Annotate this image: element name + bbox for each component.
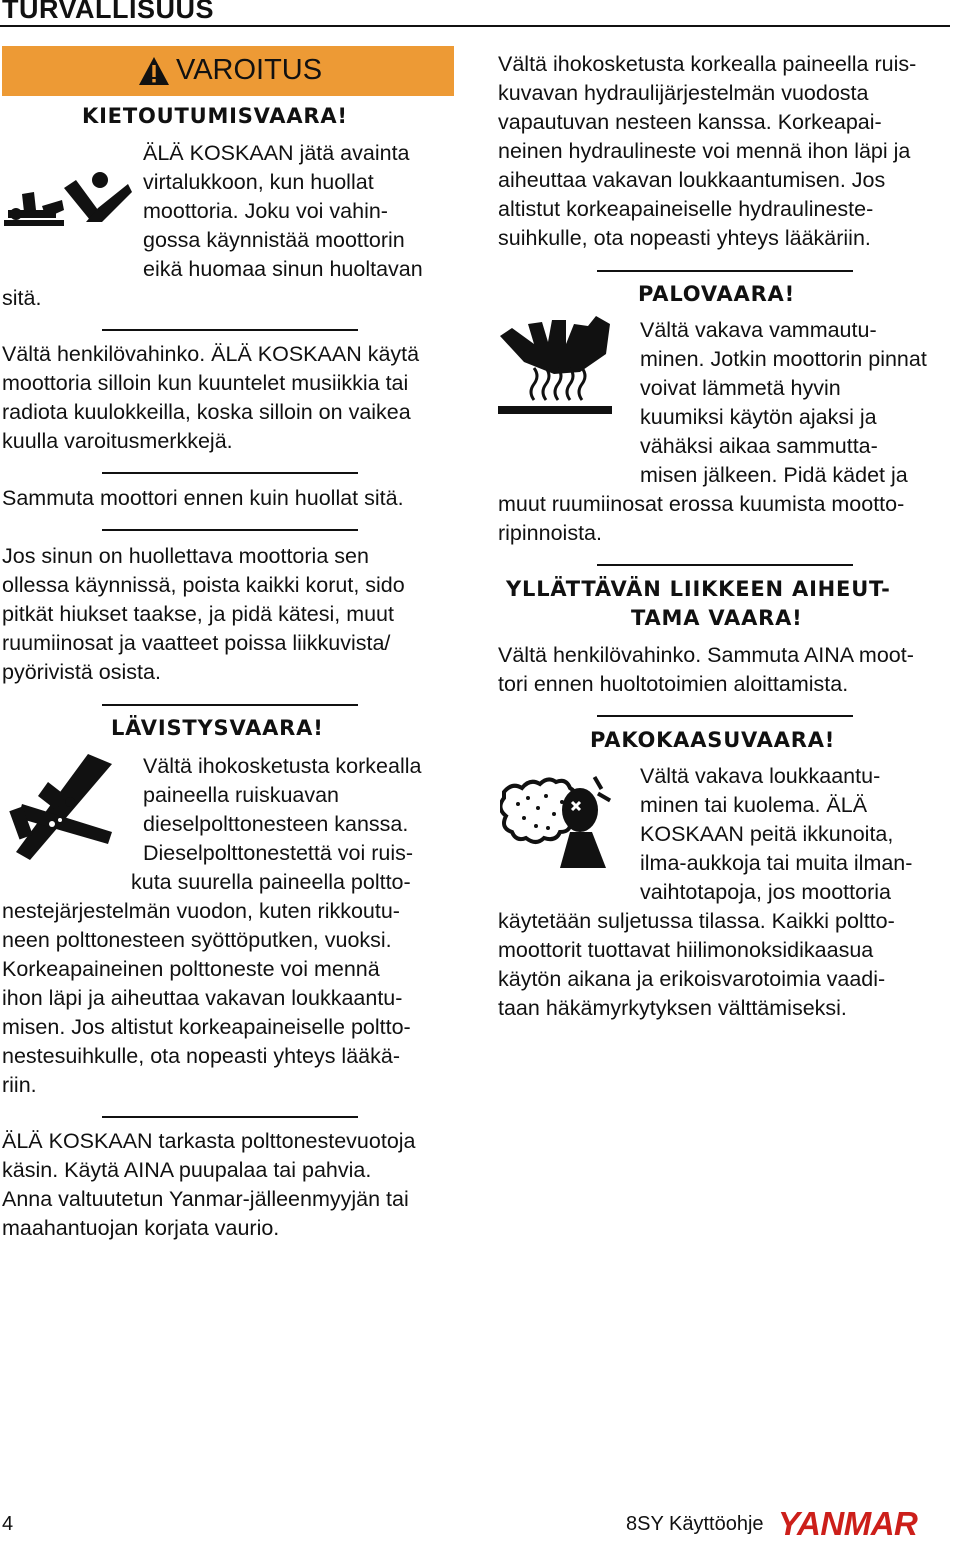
text-line: käsin. Käytä AINA puupalaa tai pahvia. [2,1158,372,1182]
section-divider [597,564,853,566]
shutdown-text: Sammuta moottori ennen kuin huollat sitä. [2,486,404,510]
page-title: TURVALLISUUS [2,0,215,24]
text-line: minen. Jotkin moottorin pinnat [640,347,927,371]
text-line: tori ennen huoltotoimien aloittamista. [498,672,849,696]
entanglement-heading: KIETOUTUMISVAARA! [82,104,348,128]
toxic-gas-icon [500,768,626,868]
text-line: muut ruumiinosat erossa kuumista mootto- [498,492,905,516]
text-line: vähäksi aikaa sammutta- [640,434,878,458]
text-line: pyörivistä osista. [2,660,161,684]
text-line: misen. Jos altistut korkeapaineiselle poltto- [2,1015,411,1039]
text-line: ruumiinosat ja vaatteet poissa liikkuvista/ [2,631,391,655]
text-line: aiheuttaa vakavan loukkaantumisen. Jos [498,168,886,192]
text-line: moottorit tuottavat hiilimonoksidikaasua [498,938,874,962]
text-line: Jos sinun on huollettava moottoria sen [2,544,369,568]
text-line: vapautuvan nesteen kanssa. Korkeapai- [498,110,882,134]
text-line: ripinnoista. [498,521,602,545]
entanglement-icon [2,170,132,240]
text-line: virtalukkoon, kun huollat [143,170,374,194]
warning-triangle-icon [138,56,170,86]
text-line: nestejärjestelmän vuodon, kuten rikkoutu- [2,899,400,923]
text-line: käytetään suljetussa tilassa. Kaikki poltto- [498,909,895,933]
hot-surface-icon [494,314,616,418]
text-line: vaihtotapoja, jos moottoria [640,880,891,904]
text-line: riin. [2,1073,37,1097]
text-line: Vältä henkilövahinko. ÄLÄ KOSKAAN käytä [2,342,420,366]
text-line: maahantuojan korjata vaurio. [2,1216,280,1240]
text-line: voivat lämmetä hyvin [640,376,841,400]
text-line: minen tai kuolema. ÄLÄ [640,793,868,817]
text-line: ilma-aukkoja tai muita ilman- [640,851,913,875]
text-line: eikä huomaa sinun huoltavan [143,257,423,281]
header-divider [0,25,950,27]
movement-heading-line: YLLÄTTÄVÄN LIIKKEEN AIHEUT- [506,577,891,601]
warning-band [2,46,454,96]
text-line: ÄLÄ KOSKAAN tarkasta polttonestevuotoja [2,1129,416,1153]
section-divider [102,472,358,474]
document-title: 8SY Käyttöohje [626,1513,764,1535]
text-line: ihon läpi ja aiheuttaa vakavan loukkaantu- [2,986,403,1010]
fire-heading: PALOVAARA! [638,282,795,306]
exhaust-heading: PAKOKAASUVAARA! [590,728,836,752]
piercing-heading: LÄVISTYSVAARA! [111,716,324,740]
section-divider [102,704,358,706]
text-line: altistut korkeapaineiselle hydraulineste- [498,197,874,221]
text-line: neinen hydraulineste voi mennä ihon läpi ja [498,139,911,163]
text-line: ÄLÄ KOSKAAN jätä avainta [143,141,410,165]
text-line: gossa käynnistää moottorin [143,228,405,252]
fluid-injection-icon [8,752,136,864]
section-divider [597,270,853,272]
text-line: Vältä ihokosketusta korkealla [143,754,422,778]
warning-label: VAROITUS [176,54,323,86]
text-line: paineella ruiskuavan [143,783,340,807]
text-line: moottoria silloin kun kuuntelet musiikkia tai [2,371,409,395]
text-line: sitä. [2,286,42,310]
page-number: 4 [2,1513,14,1535]
text-line: ollessa käynnissä, poista kaikki korut, sido [2,573,405,597]
text-line: kuumiksi käytön ajaksi ja [640,405,877,429]
text-line: taan häkämyrkytyksen välttämiseksi. [498,996,847,1020]
text-line: Anna valtuutetun Yanmar-jälleenmyyjän tai [2,1187,409,1211]
text-line: Vältä ihokosketusta korkealla paineella ruis- [498,52,917,76]
text-line: KOSKAAN peitä ikkunoita, [640,822,894,846]
text-line: radiota kuulokkeilla, koska silloin on vaikea [2,400,411,424]
text-line: kuulla varoitusmerkkejä. [2,429,233,453]
section-divider [102,529,358,531]
text-line: käytön aikana ja erikoisvarotoimia vaadi- [498,967,886,991]
text-line: nestesuihkulle, ota nopeasti yhteys lääkä- [2,1044,400,1068]
text-line: dieselpolttonesteen kanssa. [143,812,409,836]
yanmar-logo: YANMAR [778,1505,918,1542]
text-line: moottoria. Joku voi vahin- [143,199,388,223]
section-divider [102,1116,358,1118]
section-divider [102,329,358,331]
text-line: pitkät hiukset taakse, ja pidä kätesi, muut [2,602,394,626]
text-line: misen jälkeen. Pidä kädet ja [640,463,908,487]
movement-heading-line: TAMA VAARA! [631,606,803,630]
text-line: kuta suurella paineella poltto- [131,870,411,894]
text-line: suihkulle, ota nopeasti yhteys lääkäriin. [498,226,871,250]
text-line: neen polttonesteen syöttöputken, vuoksi. [2,928,392,952]
text-line: kuvavan hydraulijärjestelmän vuodosta [498,81,869,105]
section-divider [597,715,853,717]
text-line: Korkeapaineinen polttoneste voi mennä [2,957,380,981]
text-line: Dieselpolttonestettä voi ruis- [143,841,414,865]
text-line: Vältä vakava vammautu- [640,318,877,342]
text-line: Vältä henkilövahinko. Sammuta AINA moot- [498,643,914,667]
text-line: Vältä vakava loukkaantu- [640,764,881,788]
